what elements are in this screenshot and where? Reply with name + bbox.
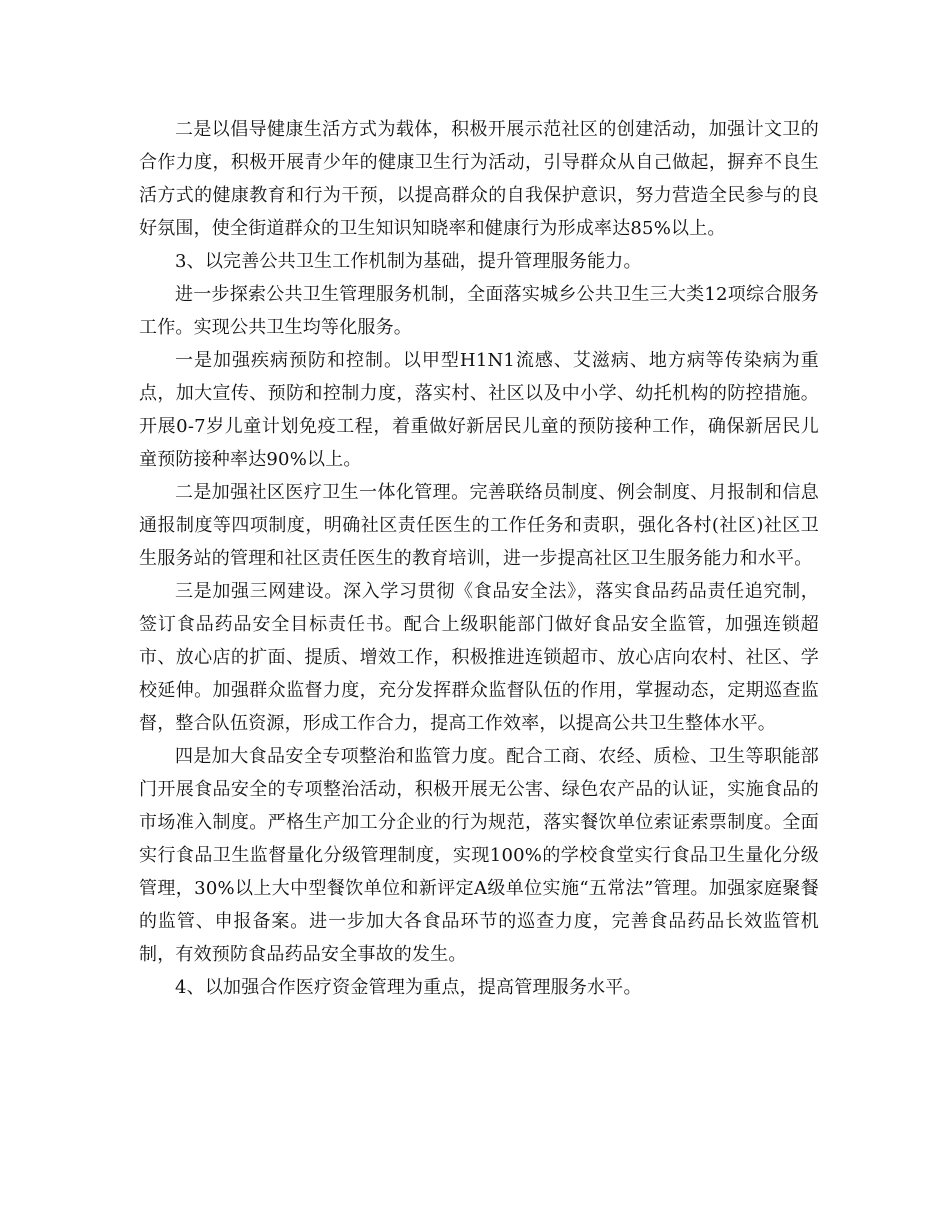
- paragraph-healthy-lifestyle: 二是以倡导健康生活方式为载体，积极开展示范社区的创建活动，加强计文卫的合作力度，积极开展青少年的健康卫生行为活动，引导群众从自己做起，摒弃不良生活方式的健康教育和行为干预，以提高群众的自我保护意识，努力营造全民参与的良好氛围，使全街道群众的卫生知识知晓率和健康行为形成率达85%以上。: [139, 119, 819, 239]
- paragraph-disease-prevention: 一是加强疾病预防和控制。以甲型H1N1流感、艾滋病、地方病等传染病为重点，加大宣传、预防和控制力度，落实村、社区以及中小学、幼托机构的防控措施。开展0-7岁儿童计划免疫工程，着重做好新居民儿童的预防接种工作，确保新居民儿童预防接种率达90%以上。: [139, 350, 819, 470]
- paragraph-public-health-services: 进一步探索公共卫生管理服务机制，全面落实城乡公共卫生三大类12项综合服务工作。实现公共卫生均等化服务。: [139, 284, 819, 338]
- document-body: [139, 113, 819, 1004]
- paragraph-food-safety-supervision: 四是加大食品安全专项整治和监管力度。配合工商、农经、质检、卫生等职能部门开展食品安全的专项整治活动，积极开展无公害、绿色农产品的认证，实施食品的市场准入制度。严格生产加工分企业的行为规范，落实餐饮单位索证索票制度。全面实行食品卫生监督量化分级管理制度，实现100%的学校食堂实行食品卫生量化分级管理，30%以上大中型餐饮单位和新评定A级单位实施“五常法”管理。加强家庭聚餐的监管、申报备案。进一步加大各食品环节的巡查力度，完善食品药品长效监管机制，有效预防食品药品安全事故的发生。: [139, 746, 819, 965]
- paragraph-three-network-construction: 三是加强三网建设。深入学习贯彻《食品安全法》，落实食品药品责任追究制，签订食品药品安全目标责任书。配合上级职能部门做好食品安全监管，加强连锁超市、放心店的扩面、提质、增效工作，积极推进连锁超市、放心店向农村、社区、学校延伸。加强群众监督力度，充分发挥群众监督队伍的作用，掌握动态，定期巡查监督，整合队伍资源，形成工作合力，提高工作效率，以提高公共卫生整体水平。: [139, 581, 819, 734]
- section-heading-public-health-mechanism: 3、以完善公共卫生工作机制为基础，提升管理服务能力。: [175, 251, 642, 272]
- paragraph-community-medical-management: 二是加强社区医疗卫生一体化管理。完善联络员制度、例会制度、月报制和信息通报制度等四项制度，明确社区责任医生的工作任务和责职，强化各村(社区)社区卫生服务站的管理和社区责任医生的教育培训，进一步提高社区卫生服务能力和水平。: [139, 482, 819, 569]
- section-heading-cooperative-medical-fund: 4、以加强合作医疗资金管理为重点，提高管理服务水平。: [175, 977, 642, 998]
